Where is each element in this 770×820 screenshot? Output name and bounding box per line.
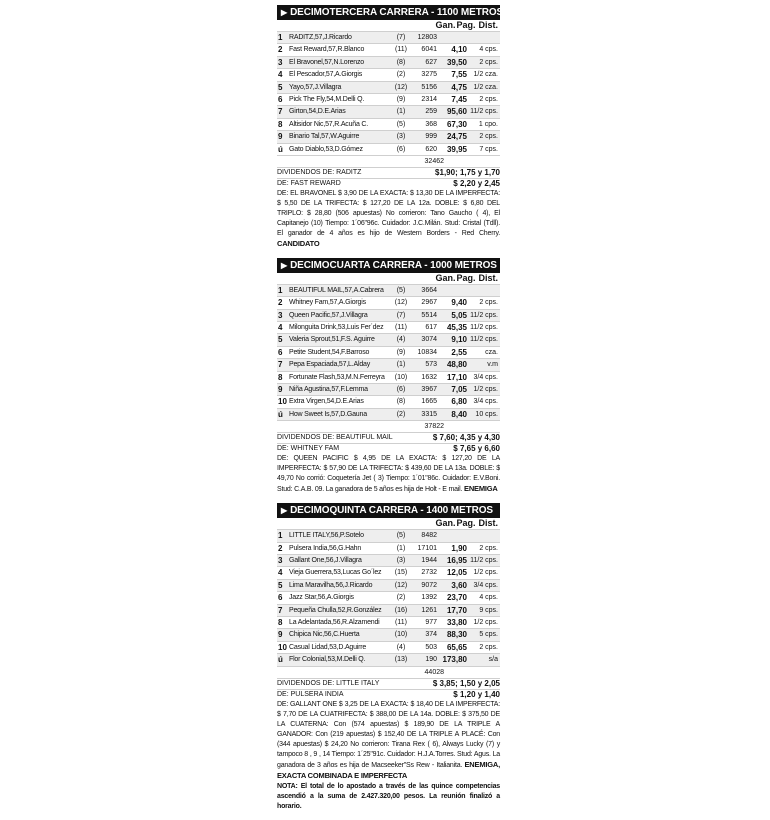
race-title: DECIMOCUARTA CARRERA - 1000 METROS	[290, 259, 497, 271]
post-number: (10)	[394, 373, 408, 381]
payout: 24,75	[446, 132, 467, 142]
race-section	[277, 503, 500, 811]
finish-position: 1	[278, 285, 283, 295]
dividend-label: DE: PULSERA INDIA	[277, 690, 344, 698]
horse-jockey: Lima Maravilha,56,J.Ricardo	[289, 581, 373, 589]
dividend-value: $ 3,85; 1,50 y 2,05	[432, 678, 500, 688]
col-header-dist: Dist.	[478, 272, 498, 283]
race-results-column	[277, 5, 504, 820]
finish-position: 5	[278, 335, 283, 345]
amount-wagered: 1392	[421, 594, 437, 602]
race-details	[277, 189, 500, 250]
finish-position: 7	[278, 360, 283, 370]
distance-margin: 1/2 cps.	[473, 569, 498, 577]
payout: 9,10	[451, 335, 467, 345]
horse-jockey: Fast Reward,57,R.Blanco	[289, 46, 365, 54]
payout: 12,05	[446, 568, 467, 578]
distance-margin: 5 cps.	[479, 631, 498, 639]
col-header-gan: Gan.	[435, 20, 456, 30]
dividend-line	[277, 432, 500, 443]
table-row	[277, 371, 500, 383]
payout: 8,40	[451, 409, 467, 419]
table-row	[277, 93, 500, 105]
amount-wagered: 503	[425, 643, 437, 651]
amount-wagered: 3315	[421, 410, 437, 418]
distance-margin: 1/2 cps.	[473, 618, 498, 626]
finish-position: 1	[278, 33, 283, 42]
finish-position: 7	[278, 605, 283, 615]
horse-jockey: Vieja Guerrera,53,Lucas Go´lez	[289, 569, 382, 577]
finish-position: 4	[278, 568, 283, 578]
distance-margin: 11/2 cps.	[470, 108, 498, 116]
dividend-line	[277, 167, 500, 178]
col-header-dist: Dist.	[478, 20, 498, 30]
table-row	[277, 68, 500, 80]
payout: 65,65	[446, 642, 467, 652]
post-number: (16)	[394, 606, 408, 614]
distance-margin: 3/4 cps.	[473, 581, 498, 589]
horse-jockey: Fortunate Flash,53,M.N.Ferreyra	[289, 373, 385, 381]
finish-position: 3	[278, 310, 283, 320]
post-number: (2)	[396, 594, 406, 602]
dividend-value: $ 7,60; 4,35 y 4,30	[432, 433, 500, 443]
payout: 23,70	[446, 593, 467, 603]
horse-jockey: Binario Tal,57,W.Aguirre	[289, 133, 360, 141]
post-number: (3)	[396, 133, 406, 141]
amount-wagered: 2967	[421, 299, 437, 307]
table-row	[277, 395, 500, 407]
distance-margin: v.m	[487, 361, 498, 369]
payout	[437, 285, 467, 296]
amount-wagered: 9072	[421, 581, 437, 589]
amount-wagered: 259	[425, 108, 437, 116]
horse-jockey: Pulsera India,56,G.Hahn	[289, 544, 362, 552]
col-header-gan: Gan.	[435, 272, 456, 283]
finish-position: 7	[278, 107, 283, 117]
finish-position: ú	[278, 655, 283, 665]
horse-jockey: Pequeña Chulla,52,R.González	[289, 606, 382, 614]
horse-jockey: Extra Virgen,54,D.E.Arias	[289, 398, 364, 406]
table-row	[277, 604, 500, 616]
table-row	[277, 529, 500, 541]
amount-wagered: 1261	[421, 606, 437, 614]
post-number: (1)	[396, 544, 406, 552]
distance-margin: 3/4 cps.	[473, 398, 498, 406]
distance-margin: 9 cps.	[479, 606, 498, 614]
table-row	[277, 321, 500, 333]
post-number: (8)	[396, 58, 406, 66]
column-spacer	[277, 20, 436, 31]
payout: 4,10	[451, 45, 467, 55]
table-row	[277, 105, 500, 117]
table-row	[277, 591, 500, 603]
finish-position: 8	[278, 119, 283, 129]
column-headers	[277, 518, 500, 529]
finish-position: 5	[278, 82, 283, 92]
amount-wagered: 8482	[421, 532, 437, 540]
distance-margin: 1/2 cps.	[473, 386, 498, 394]
dividend-label: DIVIDENDOS DE: RADITZ	[277, 168, 362, 176]
amount-wagered: 5156	[421, 83, 437, 91]
table-row	[277, 653, 500, 665]
race-details	[277, 700, 500, 782]
amount-wagered: 627	[425, 58, 437, 66]
payout: 45,35	[446, 323, 467, 333]
table-row	[277, 542, 500, 554]
finish-position: 6	[278, 94, 283, 104]
table-row	[277, 31, 500, 43]
payout: 173,80	[442, 655, 467, 665]
horse-jockey: Valeria Sprout,51,F.S. Aguirre	[289, 336, 375, 344]
distance-margin: 1/2 cza.	[473, 71, 498, 79]
distance-margin: 2 cps.	[479, 299, 498, 307]
amount-wagered: 3967	[421, 386, 437, 394]
post-number: (11)	[395, 618, 407, 626]
finish-position: 5	[278, 580, 283, 590]
post-number: (2)	[396, 71, 406, 79]
horse-jockey: Milonguita Drink,53,Luis Fer´dez	[289, 324, 384, 332]
closing-note: NOTA: El total de lo apostado a través de las quince competencias ascendió a la suma de 2.427.320,00 pesos. La reunión finalizó a horario.	[277, 782, 500, 810]
table-row	[277, 358, 500, 370]
triangle-right-icon: ▶	[281, 506, 288, 516]
payout: 4,75	[451, 82, 467, 92]
dividend-line	[277, 689, 500, 700]
horse-jockey: Gato Diablo,53,D.Gómez	[289, 145, 363, 153]
amount-wagered: 6041	[421, 46, 437, 54]
distance-margin: 2 cps.	[479, 95, 498, 103]
post-number: (12)	[394, 299, 408, 307]
race-total: 44028	[277, 666, 500, 678]
col-header-dist: Dist.	[478, 518, 498, 529]
race-details-text: DE: QUEEN PACIFIC $ 4,95 DE LA EXACTA: $ 127,20 DE LA IMPERFECTA: $ 57,90 DE LA TRIFECTA: $ 439,60 DE LA 13a. DOBLE: $ 49,70 No corrió: Coquetería Jet ( 3) Tiempo: 1´01"86c. Cuidador: E.V.Boni. Stud: C.A.B. 09. La ganadora de 5 años es hija de Holt - E mail.	[277, 455, 500, 494]
table-row	[277, 118, 500, 130]
distance-margin: 7 cps.	[479, 145, 498, 153]
finish-position: 2	[278, 45, 283, 55]
horse-jockey: How Sweet Is,57,D.Gauna	[289, 410, 367, 418]
finish-position: 8	[278, 372, 283, 382]
finish-position: 1	[278, 531, 283, 541]
dividend-value: $ 1,20 y 1,40	[453, 689, 500, 699]
distance-margin	[467, 32, 500, 43]
distance-margin: 2 cps.	[479, 58, 498, 66]
post-number: (4)	[396, 643, 406, 651]
distance-margin	[467, 285, 500, 296]
payout: 39,95	[446, 144, 467, 154]
post-number: (7)	[396, 34, 406, 41]
horse-jockey: BEAUTIFUL MAIL,57,A.Cabrera	[289, 286, 384, 294]
finish-position: 2	[278, 298, 283, 308]
post-number: (9)	[396, 95, 406, 103]
payout: 7,45	[451, 94, 467, 104]
payout: 33,80	[446, 617, 467, 627]
finish-position: 8	[278, 617, 283, 627]
dividend-value: $1,90; 1,75 y 1,70	[435, 167, 500, 177]
post-number: (5)	[396, 120, 406, 128]
column-spacer	[277, 273, 436, 284]
amount-wagered: 977	[425, 618, 437, 626]
table-row	[277, 616, 500, 628]
table-row	[277, 579, 500, 591]
payout: 17,10	[446, 372, 467, 382]
post-number: (6)	[396, 386, 406, 394]
distance-margin: 11/2 cps.	[470, 324, 498, 332]
amount-wagered: 3664	[421, 286, 437, 294]
table-row	[277, 333, 500, 345]
table-row	[277, 309, 500, 321]
horse-jockey: Yayo,57,J.Villagra	[289, 83, 342, 91]
post-number: (4)	[396, 336, 406, 344]
distance-margin: 3/4 cps.	[473, 373, 498, 381]
post-number: (3)	[396, 556, 406, 564]
horse-jockey: Petite Student,54,F.Barroso	[289, 348, 370, 356]
table-row	[277, 408, 500, 420]
distance-margin: 1 cpo.	[478, 120, 498, 128]
dividend-line	[277, 443, 500, 454]
finish-position: 9	[278, 385, 283, 395]
horse-jockey: Queen Pacific,57,J.Villagra	[289, 311, 368, 319]
distance-margin: 10 cps.	[475, 410, 498, 418]
post-number: (1)	[396, 108, 406, 116]
payout	[437, 530, 467, 541]
col-header-pag: Pag.	[456, 272, 476, 283]
race-header	[277, 503, 500, 518]
race-verdict: ENEMIGA, EXACTA COMBINADA E IMPERFECTA	[277, 759, 500, 780]
horse-jockey: Flor Colonial,53,M.Delli Q.	[289, 656, 366, 664]
payout: 48,80	[446, 360, 467, 370]
col-header-gan: Gan.	[435, 518, 456, 529]
finish-position: 4	[278, 70, 283, 80]
col-header-pag: Pag.	[456, 518, 476, 529]
horse-jockey: Niña Agustina,57,F.Lemma	[289, 386, 368, 394]
table-row	[277, 56, 500, 68]
amount-wagered: 10834	[417, 348, 437, 356]
horse-jockey: Chipica Nic,56,C.Huerta	[289, 631, 360, 639]
race-header	[277, 5, 504, 20]
distance-margin: 11/2 cps.	[470, 556, 498, 564]
horse-jockey: El Bravonel,57,N.Lorenzo	[289, 58, 364, 66]
payout: 7,05	[451, 385, 467, 395]
column-headers	[277, 20, 500, 31]
distance-margin	[467, 530, 500, 541]
race-header	[277, 258, 500, 273]
amount-wagered: 17101	[417, 544, 437, 552]
finish-position: 2	[278, 543, 283, 553]
distance-margin: 2 cps.	[479, 643, 498, 651]
amount-wagered: 190	[425, 656, 437, 664]
finish-position: 9	[278, 630, 283, 640]
race-verdict: CANDIDATO	[277, 238, 320, 248]
payout: 39,50	[446, 57, 467, 67]
dividend-value: $ 7,65 y 6,60	[453, 444, 500, 454]
race-total: 37822	[277, 420, 500, 432]
table-row	[277, 130, 500, 142]
post-number: (5)	[396, 286, 406, 294]
amount-wagered: 1632	[421, 373, 437, 381]
race-section	[277, 5, 504, 250]
dividend-label: DE: FAST REWARD	[277, 179, 341, 187]
triangle-right-icon: ▶	[281, 260, 288, 270]
table-row	[277, 641, 500, 653]
amount-wagered: 2314	[421, 95, 437, 103]
finish-position: 10	[278, 642, 287, 652]
distance-margin: s/a	[488, 656, 498, 664]
column-headers	[277, 273, 500, 284]
amount-wagered: 374	[425, 631, 437, 639]
finish-position: 6	[278, 347, 283, 357]
race-section	[277, 258, 500, 495]
payout: 6,80	[451, 397, 467, 407]
post-number: (11)	[395, 324, 407, 332]
amount-wagered: 573	[425, 361, 437, 369]
table-row	[277, 566, 500, 578]
distance-margin: 2 cps.	[479, 133, 498, 141]
payout: 17,70	[446, 605, 467, 615]
payout	[437, 32, 467, 43]
payout: 67,30	[446, 119, 467, 129]
payout: 3,60	[451, 580, 467, 590]
payout: 1,90	[451, 543, 467, 553]
post-number: (9)	[396, 348, 406, 356]
post-number: (10)	[394, 631, 408, 639]
post-number: (11)	[395, 46, 407, 54]
horse-jockey: El Pescador,57,A.Giorgis	[289, 71, 363, 79]
post-number: (1)	[396, 361, 406, 369]
finish-position: 6	[278, 593, 283, 603]
post-number: (15)	[394, 569, 408, 577]
distance-margin: 1/2 cza.	[473, 83, 498, 91]
table-row	[277, 284, 500, 296]
amount-wagered: 1944	[421, 556, 437, 564]
horse-jockey: Altisidor Nic,57,R.Acuña C.	[289, 120, 369, 128]
post-number: (7)	[396, 311, 406, 319]
results-table	[277, 31, 500, 155]
distance-margin: 11/2 cps.	[470, 311, 498, 319]
table-row	[277, 296, 500, 308]
amount-wagered: 1665	[421, 398, 437, 406]
dividend-label: DIVIDENDOS DE: BEAUTIFUL MAIL	[277, 434, 393, 442]
payout: 5,05	[451, 310, 467, 320]
horse-jockey: Pick The Fly,54,M.Delli Q.	[289, 95, 365, 103]
post-number: (2)	[396, 410, 406, 418]
finish-position: 9	[278, 132, 283, 142]
distance-margin: 2 cps.	[479, 544, 498, 552]
dividend-value: $ 2,20 y 2,45	[453, 178, 500, 188]
payout: 88,30	[446, 630, 467, 640]
dividend-label: DIVIDENDOS DE: LITTLE ITALY	[277, 679, 380, 687]
results-table	[277, 529, 500, 665]
table-row	[277, 346, 500, 358]
table-row	[277, 383, 500, 395]
amount-wagered: 5514	[421, 311, 437, 319]
finish-position: 4	[278, 323, 283, 333]
finish-position: 3	[278, 555, 283, 565]
payout: 9,40	[451, 298, 467, 308]
triangle-right-icon: ▶	[281, 8, 288, 17]
horse-jockey: RADITZ,57,J.Ricardo	[289, 34, 352, 41]
race-title: DECIMOQUINTA CARRERA - 1400 METROS	[290, 505, 493, 517]
dividend-label: DE: WHITNEY FAM	[277, 445, 340, 453]
distance-margin: 4 cps.	[479, 46, 498, 54]
amount-wagered: 3074	[421, 336, 437, 344]
finish-position: 10	[278, 397, 287, 407]
horse-jockey: Jazz Star,56,A.Giorgis	[289, 594, 354, 602]
horse-jockey: La Adelantada,56,R.Alzamendi	[289, 618, 380, 626]
race-total: 32462	[277, 155, 500, 167]
amount-wagered: 617	[425, 324, 437, 332]
dividend-line	[277, 678, 500, 689]
payout: 2,55	[451, 347, 467, 357]
finish-position: ú	[278, 409, 283, 419]
payout: 7,55	[451, 70, 467, 80]
distance-margin: 4 cps.	[479, 594, 498, 602]
post-number: (5)	[396, 532, 406, 540]
table-row	[277, 81, 500, 93]
horse-jockey: Pepa Espaciada,57,L.Alday	[289, 361, 371, 369]
finish-position: 3	[278, 57, 283, 67]
post-number: (12)	[394, 83, 408, 91]
race-title: DECIMOTERCERA CARRERA - 1100 METROS	[290, 7, 504, 18]
finish-position: ú	[278, 144, 283, 154]
dividend-line	[277, 178, 500, 189]
table-row	[277, 43, 500, 55]
race-details	[277, 454, 500, 495]
race-details-text: DE: GALLANT ONE $ 3,25 DE LA EXACTA: $ 18,40 DE LA IMPERFECTA: $ 7,70 DE LA CUATRIFECTA: $ 388,00 DE LA 14a. DOBLE: $ 375,50 DE LA CUATERNA: Con (574 apuestas) $ 189,90 DE LA TRIPLE A GANADOR: Con (219 apuestas) $ 152,40 DE LA TRIPLE A PLACÉ: Con (344 apuestas) $ 24,20 No corrieron: Tirana Rex ( 6), Always Lucky (7) y tampoco 8 , 9 , 14 Tiempo: 1´25"91c. Cuidador: H.J.A.Torres. Stud: Agus. La ganadora de 3 años es hija de Macseeker"Ss Rew - Italianita.	[277, 700, 500, 769]
table-row	[277, 628, 500, 640]
horse-jockey: Whitney Fam,57,A.Giorgis	[289, 299, 366, 307]
race-details-text: DE: EL BRAVONEL $ 3,90 DE LA EXACTA: $ 13,30 DE LA IMPERFECTA: $ 5,50 DE LA TRIFECTA: $ 127,20 DE LA 12a. DOBLE: $ 6,80 DEL TRIPLO: $ 28,80 (506 apuestas) No corrieron: Tano Gaucho ( 4), El Capitanejo (10) Tiempo: 1´06"96c. Cuidador: J.C.Milán. Stud: Cristal (Tdll). El ganador de 4 años es hijo de Western Borders - Red Cherry.	[277, 189, 500, 237]
post-number: (13)	[394, 656, 408, 664]
results-table	[277, 284, 500, 420]
col-header-pag: Pag.	[456, 20, 476, 30]
horse-jockey: Casual Lidad,53,D.Aguirre	[289, 643, 367, 651]
table-row	[277, 143, 500, 155]
payout: 95,60	[446, 107, 467, 117]
distance-margin: 11/2 cps.	[470, 336, 498, 344]
amount-wagered: 3275	[421, 71, 437, 79]
horse-jockey: Girton,54,D.E.Arias	[289, 108, 346, 116]
table-row	[277, 554, 500, 566]
payout: 16,95	[446, 555, 467, 565]
post-number: (6)	[396, 145, 406, 153]
post-number: (8)	[396, 398, 406, 406]
amount-wagered: 620	[425, 145, 437, 153]
amount-wagered: 12803	[417, 34, 437, 41]
horse-jockey: Gallant One,56,J.Villagra	[289, 556, 362, 564]
amount-wagered: 2732	[421, 569, 437, 577]
amount-wagered: 999	[425, 133, 437, 141]
column-spacer	[277, 518, 436, 529]
distance-margin: cza.	[485, 348, 498, 356]
horse-jockey: LITTLE ITALY,56,P.Sotelo	[289, 532, 364, 540]
race-verdict: ENEMIGA	[464, 484, 498, 494]
amount-wagered: 368	[425, 120, 437, 128]
post-number: (12)	[394, 581, 408, 589]
